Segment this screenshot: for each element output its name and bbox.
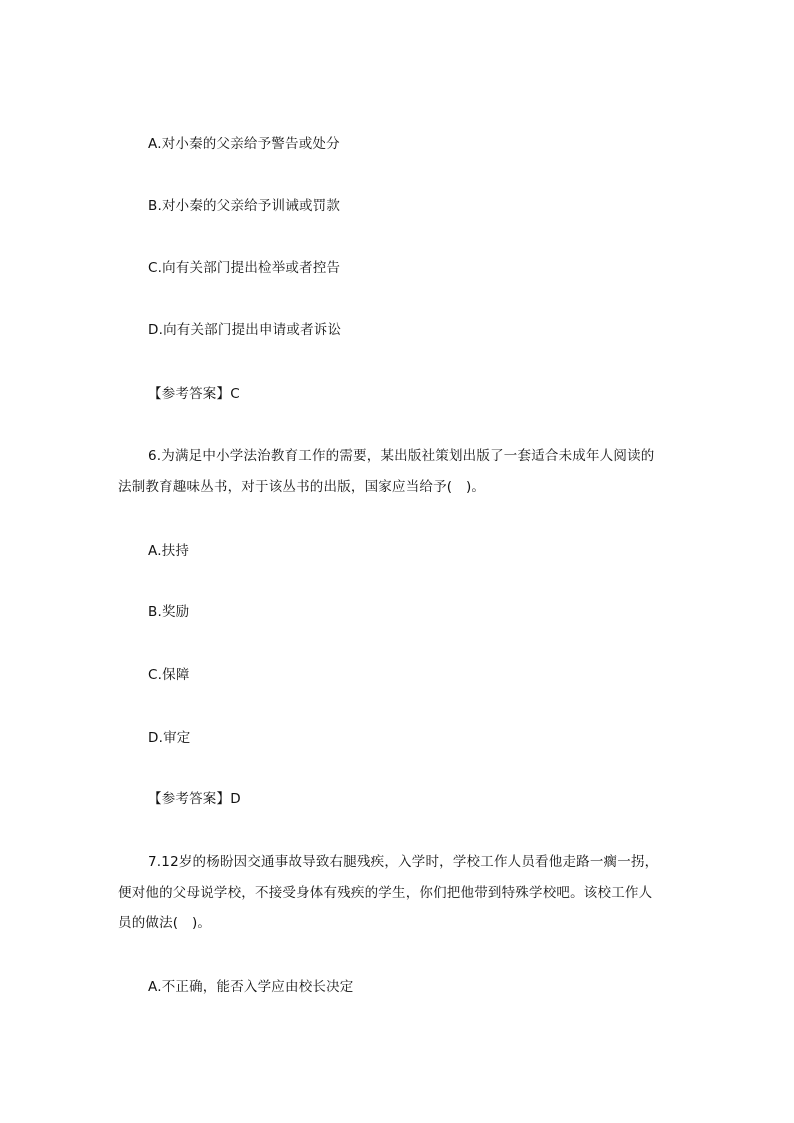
q6-option-b: B.奖励 [148,604,190,620]
q6-stem-line-2: 法制教育趣味丛书，对于该丛书的出版，国家应当给予( )。 [118,479,486,495]
q5-option-a: A.对小秦的父亲给予警告或处分 [148,136,340,152]
q5-answer: 【参考答案】C [148,386,240,402]
q7-stem-line-1: 7.12岁的杨盼因交通事故导致右腿残疾，入学时，学校工作人员看他走路一瘸一拐， [148,854,659,870]
q6-option-d: D.审定 [148,730,191,746]
q6-answer: 【参考答案】D [148,791,241,807]
q6-option-a: A.扶持 [148,543,190,559]
q7-option-a: A.不正确，能否入学应由校长决定 [148,979,354,995]
q6-option-c: C.保障 [148,667,190,683]
q5-option-b: B.对小秦的父亲给予训诫或罚款 [148,198,341,214]
q5-option-d: D.向有关部门提出申请或者诉讼 [148,322,342,338]
q6-stem-line-1: 6.为满足中小学法治教育工作的需要，某出版社策划出版了一套适合未成年人阅读的 [148,448,655,464]
q7-stem-line-3: 员的做法( )。 [118,915,212,931]
q5-option-c: C.向有关部门提出检举或者控告 [148,260,341,276]
q7-stem-line-2: 便对他的父母说学校，不接受身体有残疾的学生，你们把他带到特殊学校吧。该校工作人 [118,885,653,901]
